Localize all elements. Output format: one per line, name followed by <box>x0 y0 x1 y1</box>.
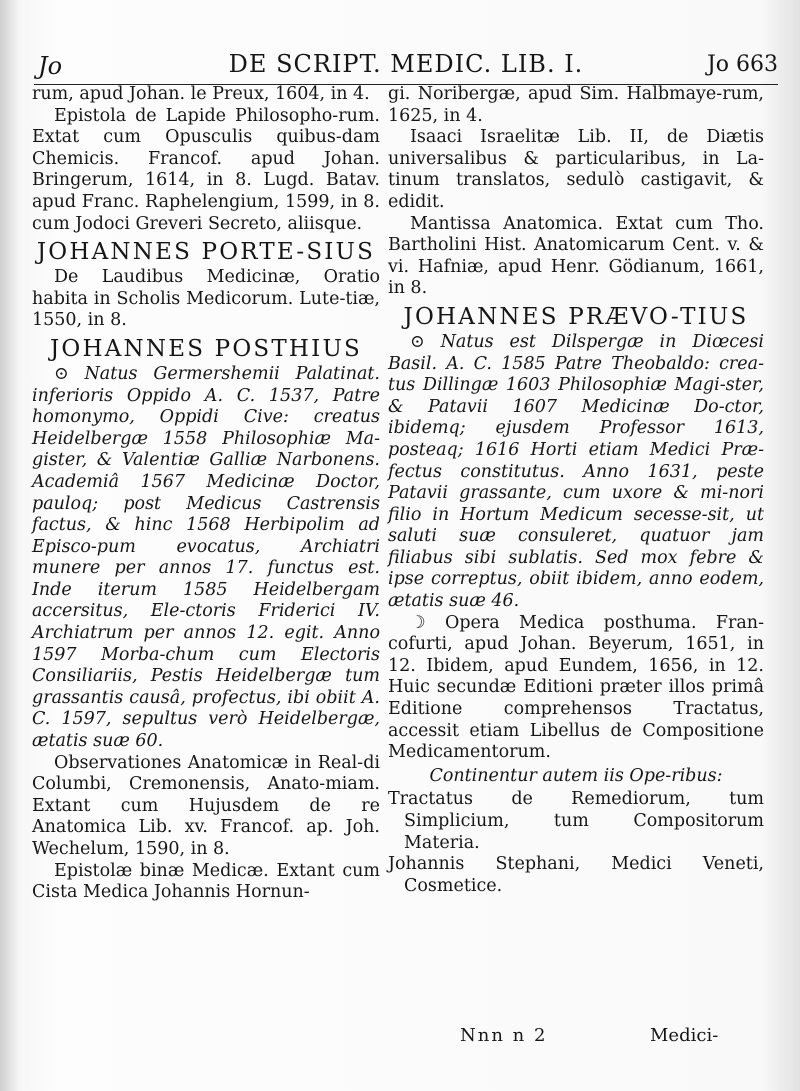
header-left: Jo <box>38 52 63 80</box>
paragraph: Epistola de Lapide Philosopho-rum. Extat cum Opusculis quibus-dam Chemicis. Francof. apud Johan. Bringerum, 1614, in 8. Lugd. Batav. apud Franc. Raphelengium, 1599, in 8. cum Jodoci Greveri Secreto, aliisque. <box>32 105 380 234</box>
biography-paragraph: ⊙ Natus Germershemii Palatinat. inferioris Oppido A. C. 1537, Patre homonymo, Oppidi Cive: creatus Heidelbergæ 1558 Philosophiæ Ma-gister, & Valentiæ Galliæ Narbonens. Academiâ 1567 Medicinæ Doctor, pauloq; post Medicus Castrensis factus, & hinc 1568 Herbipolim ad Episco-pum evocatus, Archiatri munere per annos 17. functus est. Inde iterum 1585 Heidelbergam accersitus, Ele-ctoris Friderici IV. Archiatrum per annos 12. egit. Anno 1597 Morba-chum cum Electoris Consiliariis, Pestis Heidelbergæ tum grassantis causâ, profectus, ibi obiit A. C. 1597, sepultus verò Heidelbergæ, ætatis suæ 60. <box>32 363 380 752</box>
paragraph: rum, apud Johan. le Preux, 1604, in 4. <box>32 84 370 104</box>
running-header <box>34 44 778 85</box>
paragraph: De Laudibus Medicinæ, Oratio habita in Scholis Medicorum. Lute-tiæ, 1550, in 8. <box>32 267 380 331</box>
list-item: Johannis Stephani, Medici Veneti, Cosmetice. <box>388 854 764 896</box>
entry-heading-portesius: JOHANNES PORTE-SIUS <box>36 239 376 266</box>
page-number: Jo 663 <box>706 52 778 77</box>
list-item: Tractatus de Remediorum, tum Simplicium, tum Compositorum Materia. <box>388 789 764 853</box>
header-title: DE SCRIPT. MEDIC. LIB. I. <box>228 50 584 78</box>
entry-heading-posthius: JOHANNES POSTHIUS <box>50 335 362 362</box>
page-footer <box>0 1025 800 1055</box>
paragraph: Isaaci Israelitæ Lib. II, de Diætis universalibus & particularibus, in La-tinum translatos, sedulò castigavit, & edidit. <box>388 127 764 212</box>
paragraph: ☽ Opera Medica posthuma. Fran-cofurti, apud Johan. Beyerum, 1651, in 12. Ibidem, apud Eundem, 1656, in 12. Huic secundæ Editioni præter illos primâ Editione comprehensos Tractatus, accessit etiam Libellus de Compositione Medicamentorum. <box>388 612 764 763</box>
paragraph: gi. Noribergæ, apud Sim. Halbmaye-rum, 1625, in 4. <box>388 84 764 126</box>
left-column <box>32 84 380 904</box>
signature-mark: Nnn n 2 <box>460 1025 548 1046</box>
entry-heading-praevotius: JOHANNES PRÆVO-TIUS <box>403 303 749 330</box>
paragraph: Epistolæ binæ Medicæ. Extant cum Cista Medica Johannis Hornun- <box>32 860 380 903</box>
right-column <box>388 84 764 897</box>
catchword: Medici- <box>650 1025 719 1046</box>
biography-paragraph: ⊙ Natus est Dilspergæ in Diœcesi Basil. A. C. 1585 Patre Theobaldo: crea-tus Dillingæ 1603 Philosophiæ Magi-ster, & Patavii 1607 Medicinæ Do-ctor, ibidemq; ejusdem Professor 1613, posteaq; 1616 Horti etiam Medici Præ-fectus constitutus. Anno 1631, peste Patavii grassante, cum uxore & mi-nori filio in Hortum Medicum secesse-sit, ut saluti suæ consuleret, quatuor jam filiabus sibi sublatis. Sed mox febre & ipse correptus, obiit ibidem, anno eodem, ætatis suæ 46. <box>388 331 764 612</box>
paragraph: Observationes Anatomicæ in Real-di Columbi, Cremonensis, Anato-miam. Extant cum Hujusdem de re Anatomica Lib. xv. Francof. ap. Joh. Wechelum, 1590, in 8. <box>32 752 380 859</box>
paragraph: Mantissa Anatomica. Extat cum Tho. Bartholini Hist. Anatomicarum Cent. v. & vi. Hafniæ, apud Henr. Gödianum, 1661, in 8. <box>388 213 764 299</box>
section-subheading: Continentur autem iis Ope-ribus: <box>429 765 723 786</box>
